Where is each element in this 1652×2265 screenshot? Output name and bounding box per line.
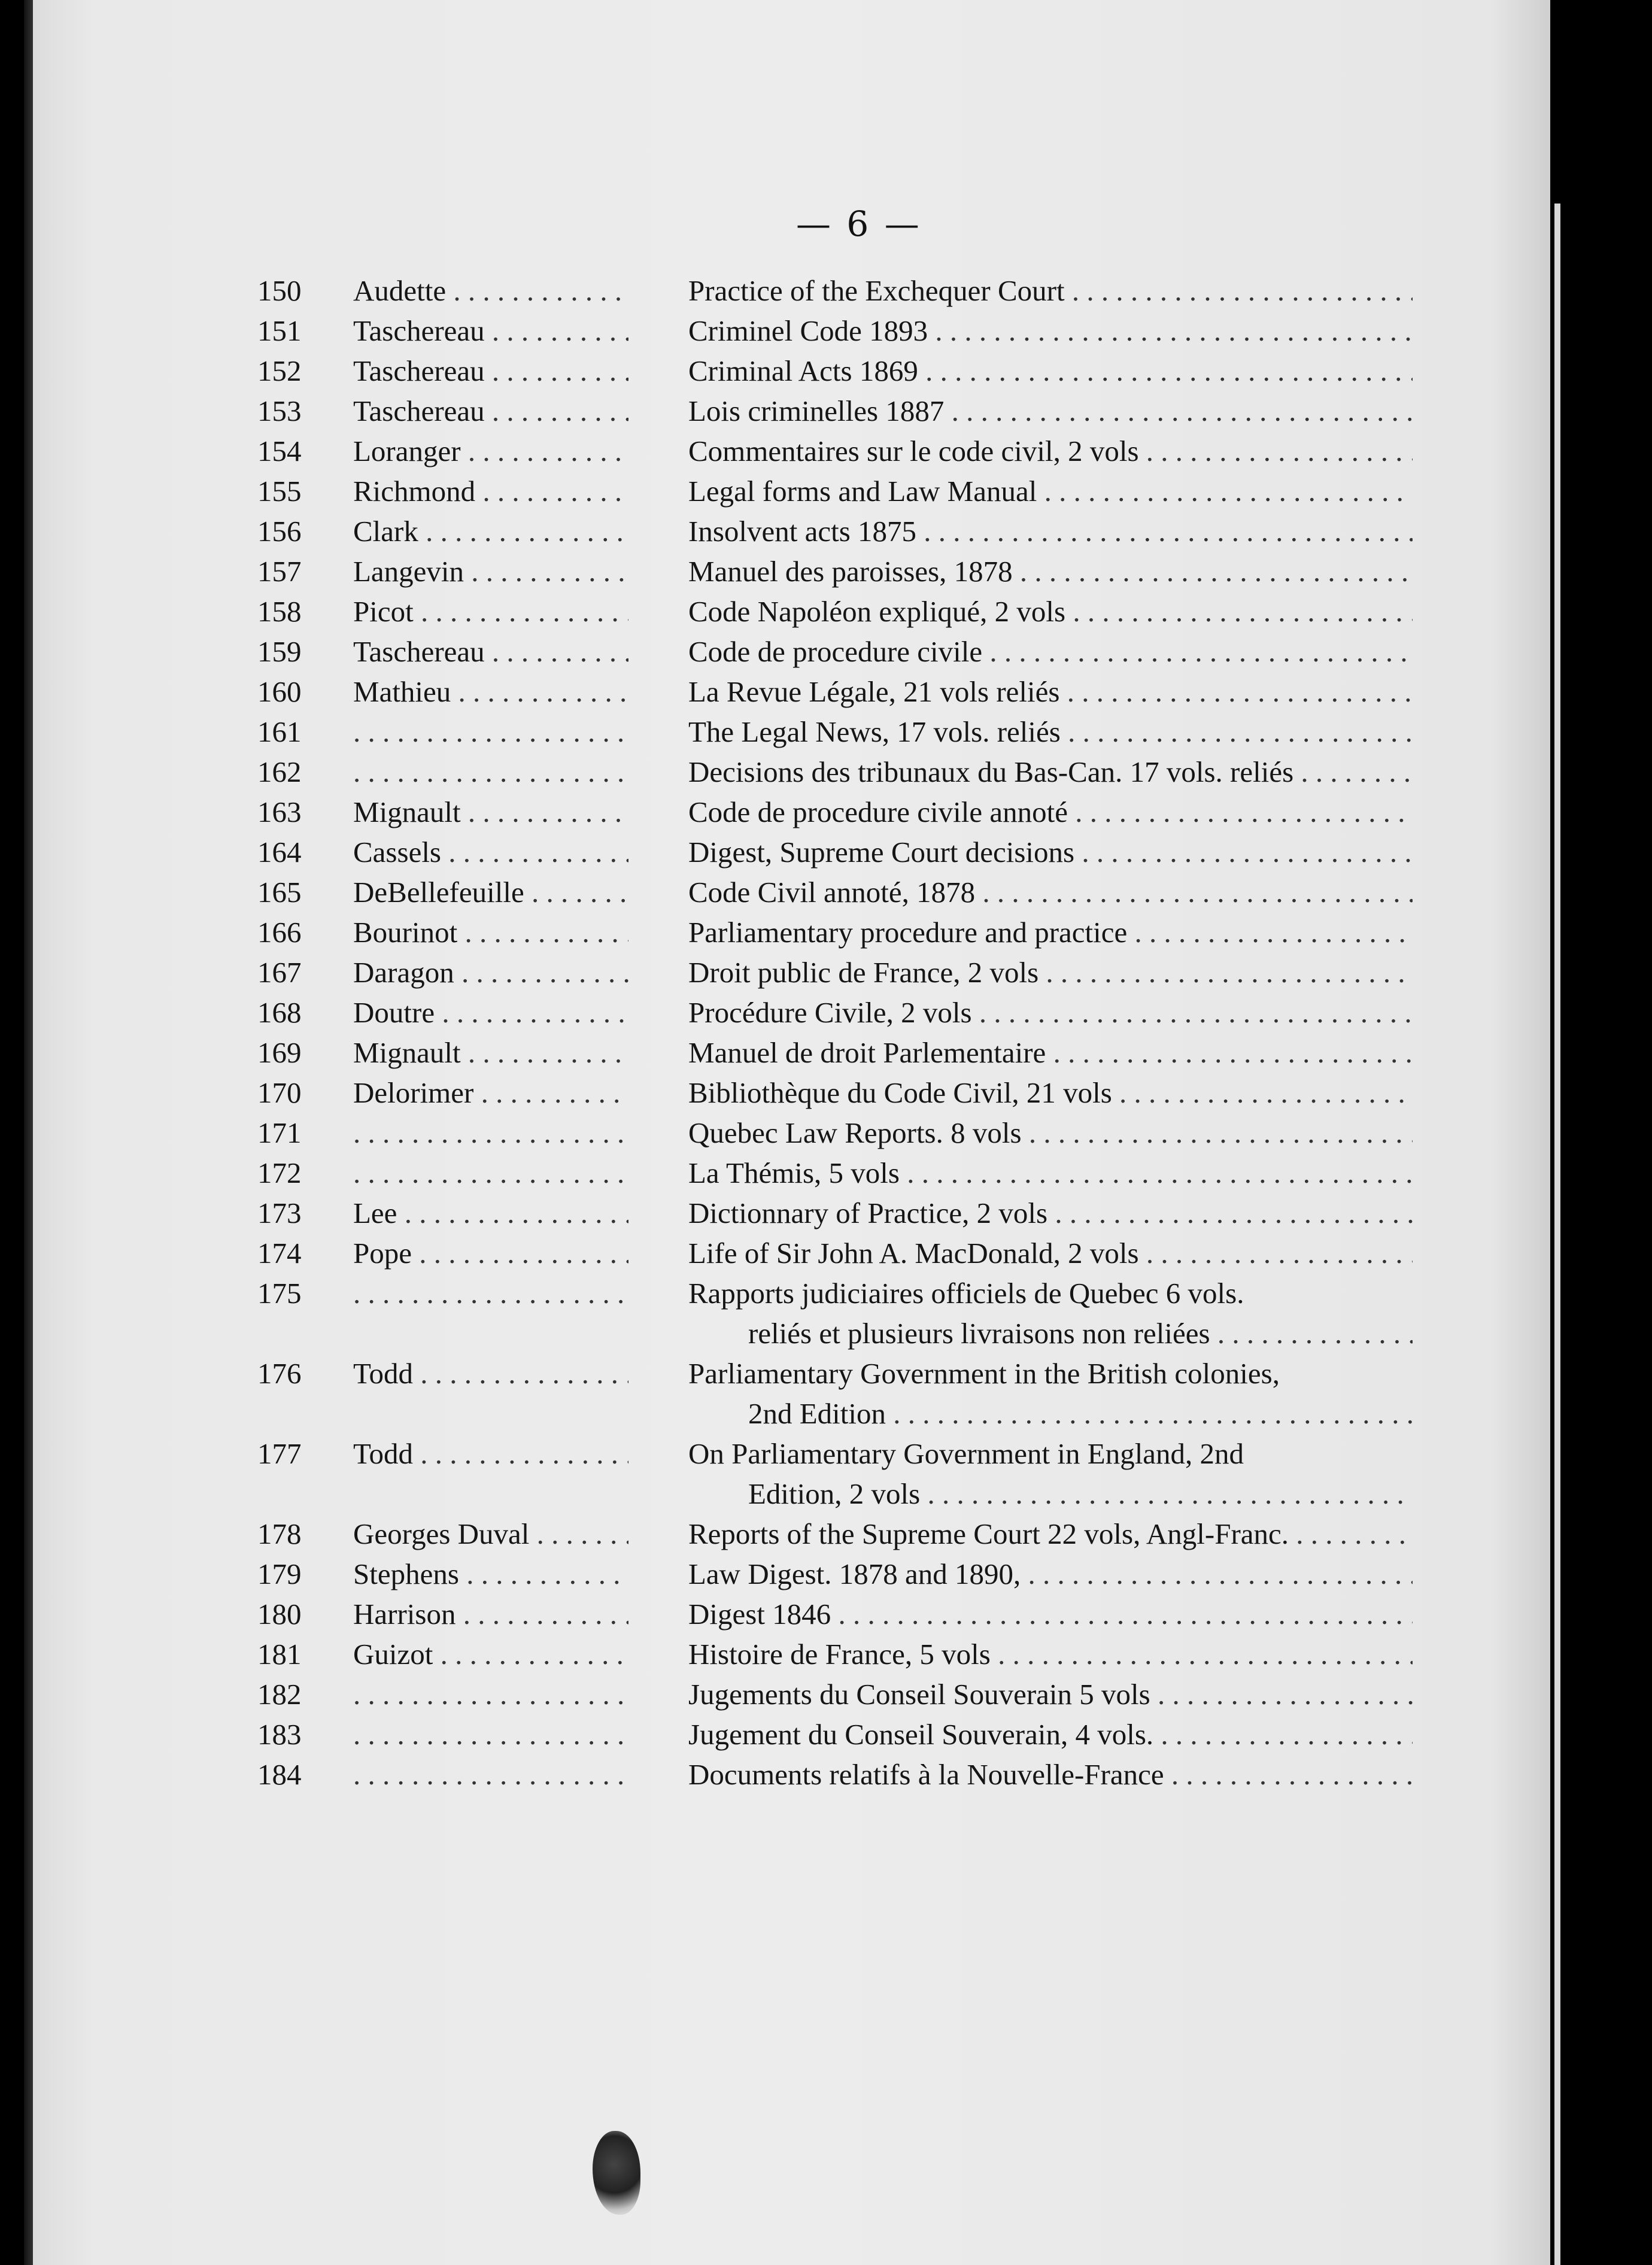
entry-title: Histoire de France, 5 vols . . . [688,1634,1413,1674]
entry-title: Parliamentary procedure and practice . . . [688,912,1413,952]
entry-number: 169 [257,1036,302,1069]
entry-author: Todd . . . [353,1434,628,1474]
catalog-entry [257,471,1413,511]
catalog-entry [257,1514,1413,1554]
entry-title: Dictionnary of Practice, 2 vols . . . [688,1193,1413,1233]
catalog-entry [257,631,1413,672]
catalog-entry [257,591,1413,631]
entry-number: 161 [257,715,302,748]
entry-author [353,752,628,792]
catalog-entry [257,1674,1413,1714]
catalog-entry [257,1193,1413,1233]
entry-author: Bourinot . . . [353,912,628,952]
catalog-entry [257,311,1413,351]
entry-title: Parliamentary Government in the British colonies, [688,1357,1280,1390]
catalog-entry [257,391,1413,431]
entry-title: Droit public de France, 2 vols . . . [688,952,1413,992]
entry-author: Taschereau . . . [353,351,628,391]
entry-author [353,1273,628,1313]
entry-author: Audette . . . [353,271,628,311]
entry-title: Practice of the Exchequer Court . . . [688,271,1413,311]
catalog-entry [257,511,1413,551]
catalog-entry [257,1073,1413,1113]
catalog-entry [257,551,1413,591]
entry-title: La Thémis, 5 vols . . . [688,1153,1413,1193]
entry-number: 155 [257,475,302,508]
entry-title: Procédure Civile, 2 vols . . . [688,992,1413,1033]
entry-author: Clark . . . [353,511,628,551]
entry-title: Criminel Code 1893 . . . [688,311,1413,351]
entry-title: Code Civil annoté, 1878 . . . [688,872,1413,912]
entry-author: Pope . . . [353,1233,628,1273]
entry-author [353,712,628,752]
entry-number: 151 [257,314,302,347]
entry-number: 165 [257,876,302,909]
entry-title: Jugements du Conseil Souverain 5 vols . . . [688,1674,1413,1714]
entry-title: Digest, Supreme Court decisions . . . [688,832,1413,872]
entry-author: DeBellefeuille . . . [353,872,628,912]
entry-title: Code de procedure civile . . . [688,631,1413,672]
catalog-entry [257,351,1413,391]
entry-title: Bibliothèque du Code Civil, 21 vols . . . [688,1073,1413,1113]
entry-author [353,1153,628,1193]
entry-number: 163 [257,796,302,828]
entry-title: The Legal News, 17 vols. reliés . . . [688,712,1413,752]
entry-author [353,1714,628,1754]
entry-number: 153 [257,394,302,427]
entry-author: Georges Duval . . . [353,1514,628,1554]
entry-title: Quebec Law Reports. 8 vols . . . [688,1113,1413,1153]
entry-title: Digest 1846 . . . [688,1594,1413,1634]
entry-number: 170 [257,1076,302,1109]
entry-author: Mignault . . . [353,1033,628,1073]
entry-number: 166 [257,916,302,949]
entry-number: 183 [257,1718,302,1751]
entry-title: Code Napoléon expliqué, 2 vols . . . [688,591,1413,631]
entry-title-continued: 2nd Edition . . . [748,1393,1413,1434]
catalog-entry [257,1554,1413,1594]
entry-number: 182 [257,1678,302,1711]
entry-author: Taschereau . . . [353,391,628,431]
catalog-entry [257,712,1413,752]
entry-number: 174 [257,1237,302,1270]
entry-title: Legal forms and Law Manual . . . [688,471,1413,511]
entry-title: Commentaires sur le code civil, 2 vols . . . [688,431,1413,471]
entry-number: 178 [257,1517,302,1550]
entry-number: 184 [257,1758,302,1791]
entry-number: 164 [257,836,302,869]
entry-author: Daragon . . . [353,952,628,992]
entry-number: 173 [257,1197,302,1229]
catalog-entry [257,912,1413,952]
entry-author [353,1113,628,1153]
entry-number: 162 [257,755,302,788]
entry-number: 181 [257,1638,302,1671]
entry-title-continued: reliés et plusieurs livraisons non reliées . . . [748,1313,1413,1353]
entry-number: 176 [257,1357,302,1390]
entry-number: 150 [257,274,302,307]
entry-number: 158 [257,595,302,628]
catalog-entry [257,1714,1413,1754]
entry-number: 171 [257,1116,302,1149]
entry-number: 179 [257,1557,302,1590]
catalog-entry [257,952,1413,992]
entry-title: Decisions des tribunaux du Bas-Can. 17 vols. reliés . . . [688,752,1413,792]
entry-author: Richmond . . . [353,471,628,511]
entry-author: Delorimer . . . [353,1073,628,1113]
entry-author: Harrison . . . [353,1594,628,1634]
entry-number: 175 [257,1277,302,1310]
entry-title: Law Digest. 1878 and 1890, . . . [688,1554,1413,1594]
entry-title: Criminal Acts 1869 . . . [688,351,1413,391]
entry-author: Langevin . . . [353,551,628,591]
entry-author: Todd . . . [353,1353,628,1393]
entry-title: La Revue Légale, 21 vols reliés . . . [688,672,1413,712]
entry-title: Documents relatifs à la Nouvelle-France . . . [688,1754,1413,1795]
catalog-entry [257,1754,1413,1795]
entry-title: Reports of the Supreme Court 22 vols, Angl-Franc. . . . [688,1514,1413,1554]
catalog-entries-list [257,271,1413,1795]
entry-number: 172 [257,1156,302,1189]
catalog-entry [257,992,1413,1033]
entry-title: Manuel de droit Parlementaire . . . [688,1033,1413,1073]
entry-title-continued: Edition, 2 vols . . . [748,1474,1413,1514]
catalog-entry [257,1033,1413,1073]
entry-author: Mignault . . . [353,792,628,832]
entry-author: Doutre . . . [353,992,628,1033]
entry-author: Cassels . . . [353,832,628,872]
entry-author [353,1674,628,1714]
entry-number: 177 [257,1437,302,1470]
entry-author: Guizot . . . [353,1634,628,1674]
entry-author: Picot . . . [353,591,628,631]
entry-author [353,1754,628,1795]
catalog-entry [257,431,1413,471]
catalog-entry [257,672,1413,712]
entry-title: Insolvent acts 1875 . . . [688,511,1413,551]
scan-border-right [1550,0,1652,2265]
entry-number: 168 [257,996,302,1029]
entry-number: 160 [257,675,302,708]
entry-title: Jugement du Conseil Souverain, 4 vols. . . . [688,1714,1413,1754]
entry-title: Rapports judiciaires officiels de Quebec 6 vols. [688,1277,1244,1310]
entry-title: On Parliamentary Government in England, 2nd [688,1437,1244,1470]
entry-number: 152 [257,354,302,387]
entry-title: Code de procedure civile annoté . . . [688,792,1413,832]
entry-title: Manuel des paroisses, 1878 . . . [688,551,1413,591]
entry-author: Mathieu . . . [353,672,628,712]
entry-number: 159 [257,635,302,668]
entry-author: Lee . . . [353,1193,628,1233]
catalog-entry [257,1233,1413,1273]
page-edge-rule [1554,204,1560,2265]
catalog-entry [257,872,1413,912]
catalog-entry [257,1153,1413,1193]
entry-number: 157 [257,555,302,588]
catalog-entry [257,752,1413,792]
catalog-entry [257,1594,1413,1634]
entry-title: Lois criminelles 1887 . . . [688,391,1413,431]
catalog-entry [257,1353,1413,1434]
catalog-entry [257,832,1413,872]
catalog-entry [257,1634,1413,1674]
entry-number: 180 [257,1598,302,1631]
entry-number: 154 [257,435,302,467]
catalog-entry [257,1113,1413,1153]
entry-author: Taschereau . . . [353,631,628,672]
page-number: — 6 — [796,204,922,244]
entry-number: 156 [257,515,302,548]
catalog-entry [257,792,1413,832]
catalog-entry [257,1273,1413,1353]
entry-author: Taschereau . . . [353,311,628,351]
catalog-entry [257,1434,1413,1514]
entry-author: Stephens . . . [353,1554,628,1594]
entry-title: Life of Sir John A. MacDonald, 2 vols . . . [688,1233,1413,1273]
entry-number: 167 [257,956,302,989]
entry-author: Loranger . . . [353,431,628,471]
catalog-entry [257,271,1413,311]
